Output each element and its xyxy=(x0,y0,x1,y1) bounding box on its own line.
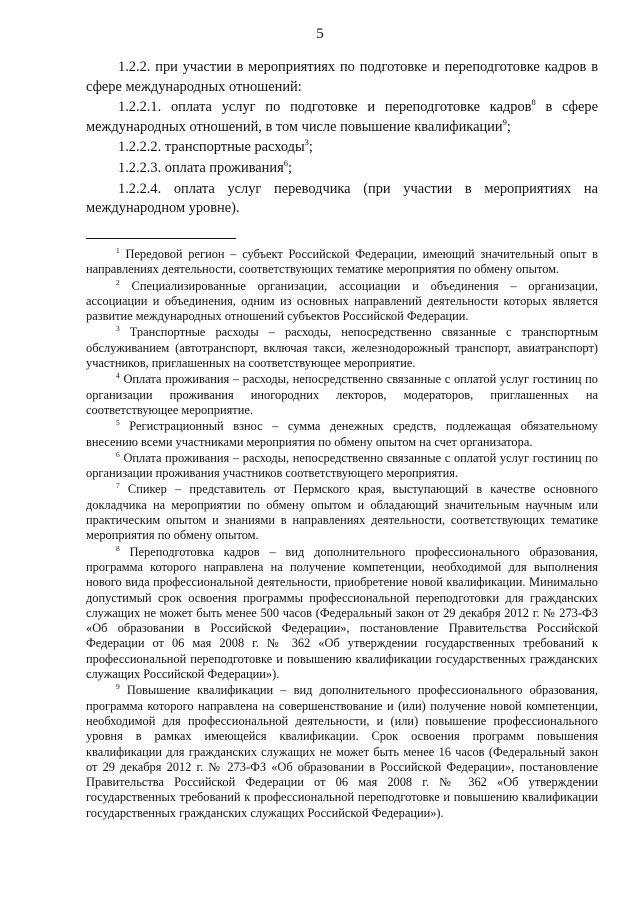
footnote-number: 4 xyxy=(116,371,120,381)
footnote-text: Транспортные расходы – расходы, непосредственно связанные с транспортным обслуживанием (автотранспорт, включая такси, железнодорожный транспорт, авиатранспорт) участников, приглашенных на соответствующее мероприятие. xyxy=(86,325,598,371)
footnote-text: Специализированные организации, ассоциации и объединения – организации, ассоциации и объединения, одним из основных направлений деятельности которых является развитие международных отношений субъектов Российской Федерации. xyxy=(86,278,598,324)
footnote-8 xyxy=(86,545,598,683)
paragraph-1-2-2: 1.2.2. при участии в мероприятиях по подготовке и переподготовке кадров в сфере международных отношений: xyxy=(86,59,598,95)
paragraph-1-2-2-1 xyxy=(86,98,598,137)
paragraph-text: в сфере международных отношений, в том числе повышение квалификации xyxy=(86,99,598,135)
footnote-9 xyxy=(86,683,598,821)
footnote-number: 2 xyxy=(116,277,120,287)
footnote-text: Повышение квалификации – вид дополнительного профессионального образования, программа которого направлена на совершенствование и (или) получение новой компетенции, необходимой для профессиональной деятельности, и (или) повышение профессионального уровня в рамках имеющейся квалификации. Срок освоения программ повышения квалификации для гражданских служащих не может быть менее 16 часов (Федеральный закон от 29 декабря 2012 г. № 273-ФЗ «Об образовании в Российской Федерации», постановление Правительства Российской Федерации от 06 мая 2008 г. № 362 «Об утверждении государственных требований к профессиональной переподготовке и повышению квалификации государственных гражданских служащих Российской Федерации»). xyxy=(86,683,598,820)
footnote-ref[interactable]: 8 xyxy=(531,97,536,108)
footnote-5 xyxy=(86,419,598,450)
footnote-text: Оплата проживания – расходы, непосредственно связанные с оплатой услуг гостиниц по организации проживания иногородних лекторов, модераторов, приглашенных на соответствующее мероприятие. xyxy=(86,372,598,417)
footnote-number: 6 xyxy=(116,449,120,459)
footnote-text: Спикер – представитель от Пермского края, выступающий в качестве основного докладчика на мероприятии по обмену опытом и обладающий значительным научным или практическим опытом и знаниями в направлениях деятельности, соответствующих тематике мероприятия по обмену опытом. xyxy=(86,482,598,543)
footnote-number: 9 xyxy=(116,682,120,692)
footnote-7 xyxy=(86,482,598,543)
footnote-number: 7 xyxy=(116,481,120,491)
footnote-number: 5 xyxy=(116,418,120,428)
footnote-1 xyxy=(86,247,598,278)
paragraph-1-2-2-4: 1.2.2.4. оплата услуг переводчика (при участии в мероприятиях на международном уровне). xyxy=(86,180,598,217)
paragraph-text: 1.2.2.2. транспортные расходы xyxy=(118,139,305,156)
footnote-separator xyxy=(86,238,236,239)
footnote-6 xyxy=(86,451,598,482)
footnote-3 xyxy=(86,325,598,371)
paragraph-text: 1.2.2.1. оплата услуг по подготовке и переподготовке кадров xyxy=(118,99,532,116)
paragraph-text: 1.2.2.3. оплата проживания xyxy=(118,159,284,176)
footnote-ref[interactable]: 6 xyxy=(283,157,288,168)
footnote-ref[interactable]: 9 xyxy=(502,116,507,127)
body-text xyxy=(86,58,598,220)
footnote-ref[interactable]: 3 xyxy=(304,137,309,148)
paragraph-1-2-2-2 xyxy=(86,138,598,158)
footnote-2 xyxy=(86,279,598,325)
footnote-text: Переподготовка кадров – вид дополнительного профессионального образования, программа которого направлена на получение компетенции, необходимой для выполнения нового вида профессиональной деятельности, приобретение новой квалификации. Минимально допустимый срок освоения программы профессиональной переподготовки для гражданских служащих не может быть менее 500 часов (Федеральный закон от 29 декабря 2012 г. № 273-ФЗ «Об образовании в Российской Федерации», постановление Правительства Российской Федерации от 06 мая 2008 г. № 362 «Об утверждении государственных требований к профессиональной переподготовке и повышению квалификации государственных гражданских служащих Российской Федерации»). xyxy=(86,544,598,682)
paragraph-text: ; xyxy=(506,118,511,135)
footnote-number: 8 xyxy=(116,543,120,553)
footnote-number: 3 xyxy=(116,324,120,334)
footnote-text: Оплата проживания – расходы, непосредственно связанные с оплатой услуг гостиниц по организации проживания участников соответствующего мероприятия. xyxy=(86,450,598,481)
paragraph-text: ; xyxy=(287,159,292,176)
paragraph-text: ; xyxy=(308,139,313,156)
footnote-text: Регистрационный взнос – сумма денежных средств, подлежащая обязательному внесению всеми участниками мероприятия по обмену опытом на счет организатора. xyxy=(86,419,598,449)
footnote-4 xyxy=(86,372,598,418)
footnotes xyxy=(86,247,598,822)
page-number: 5 xyxy=(316,26,324,42)
footnote-text: Передовой регион – субъект Российской Федерации, имеющий значительный опыт в направлениях деятельности, соответствующих тематике мероприятия по обмену опытом. xyxy=(86,247,598,277)
paragraph-1-2-2-3 xyxy=(86,159,598,179)
footnote-number: 1 xyxy=(116,246,120,255)
